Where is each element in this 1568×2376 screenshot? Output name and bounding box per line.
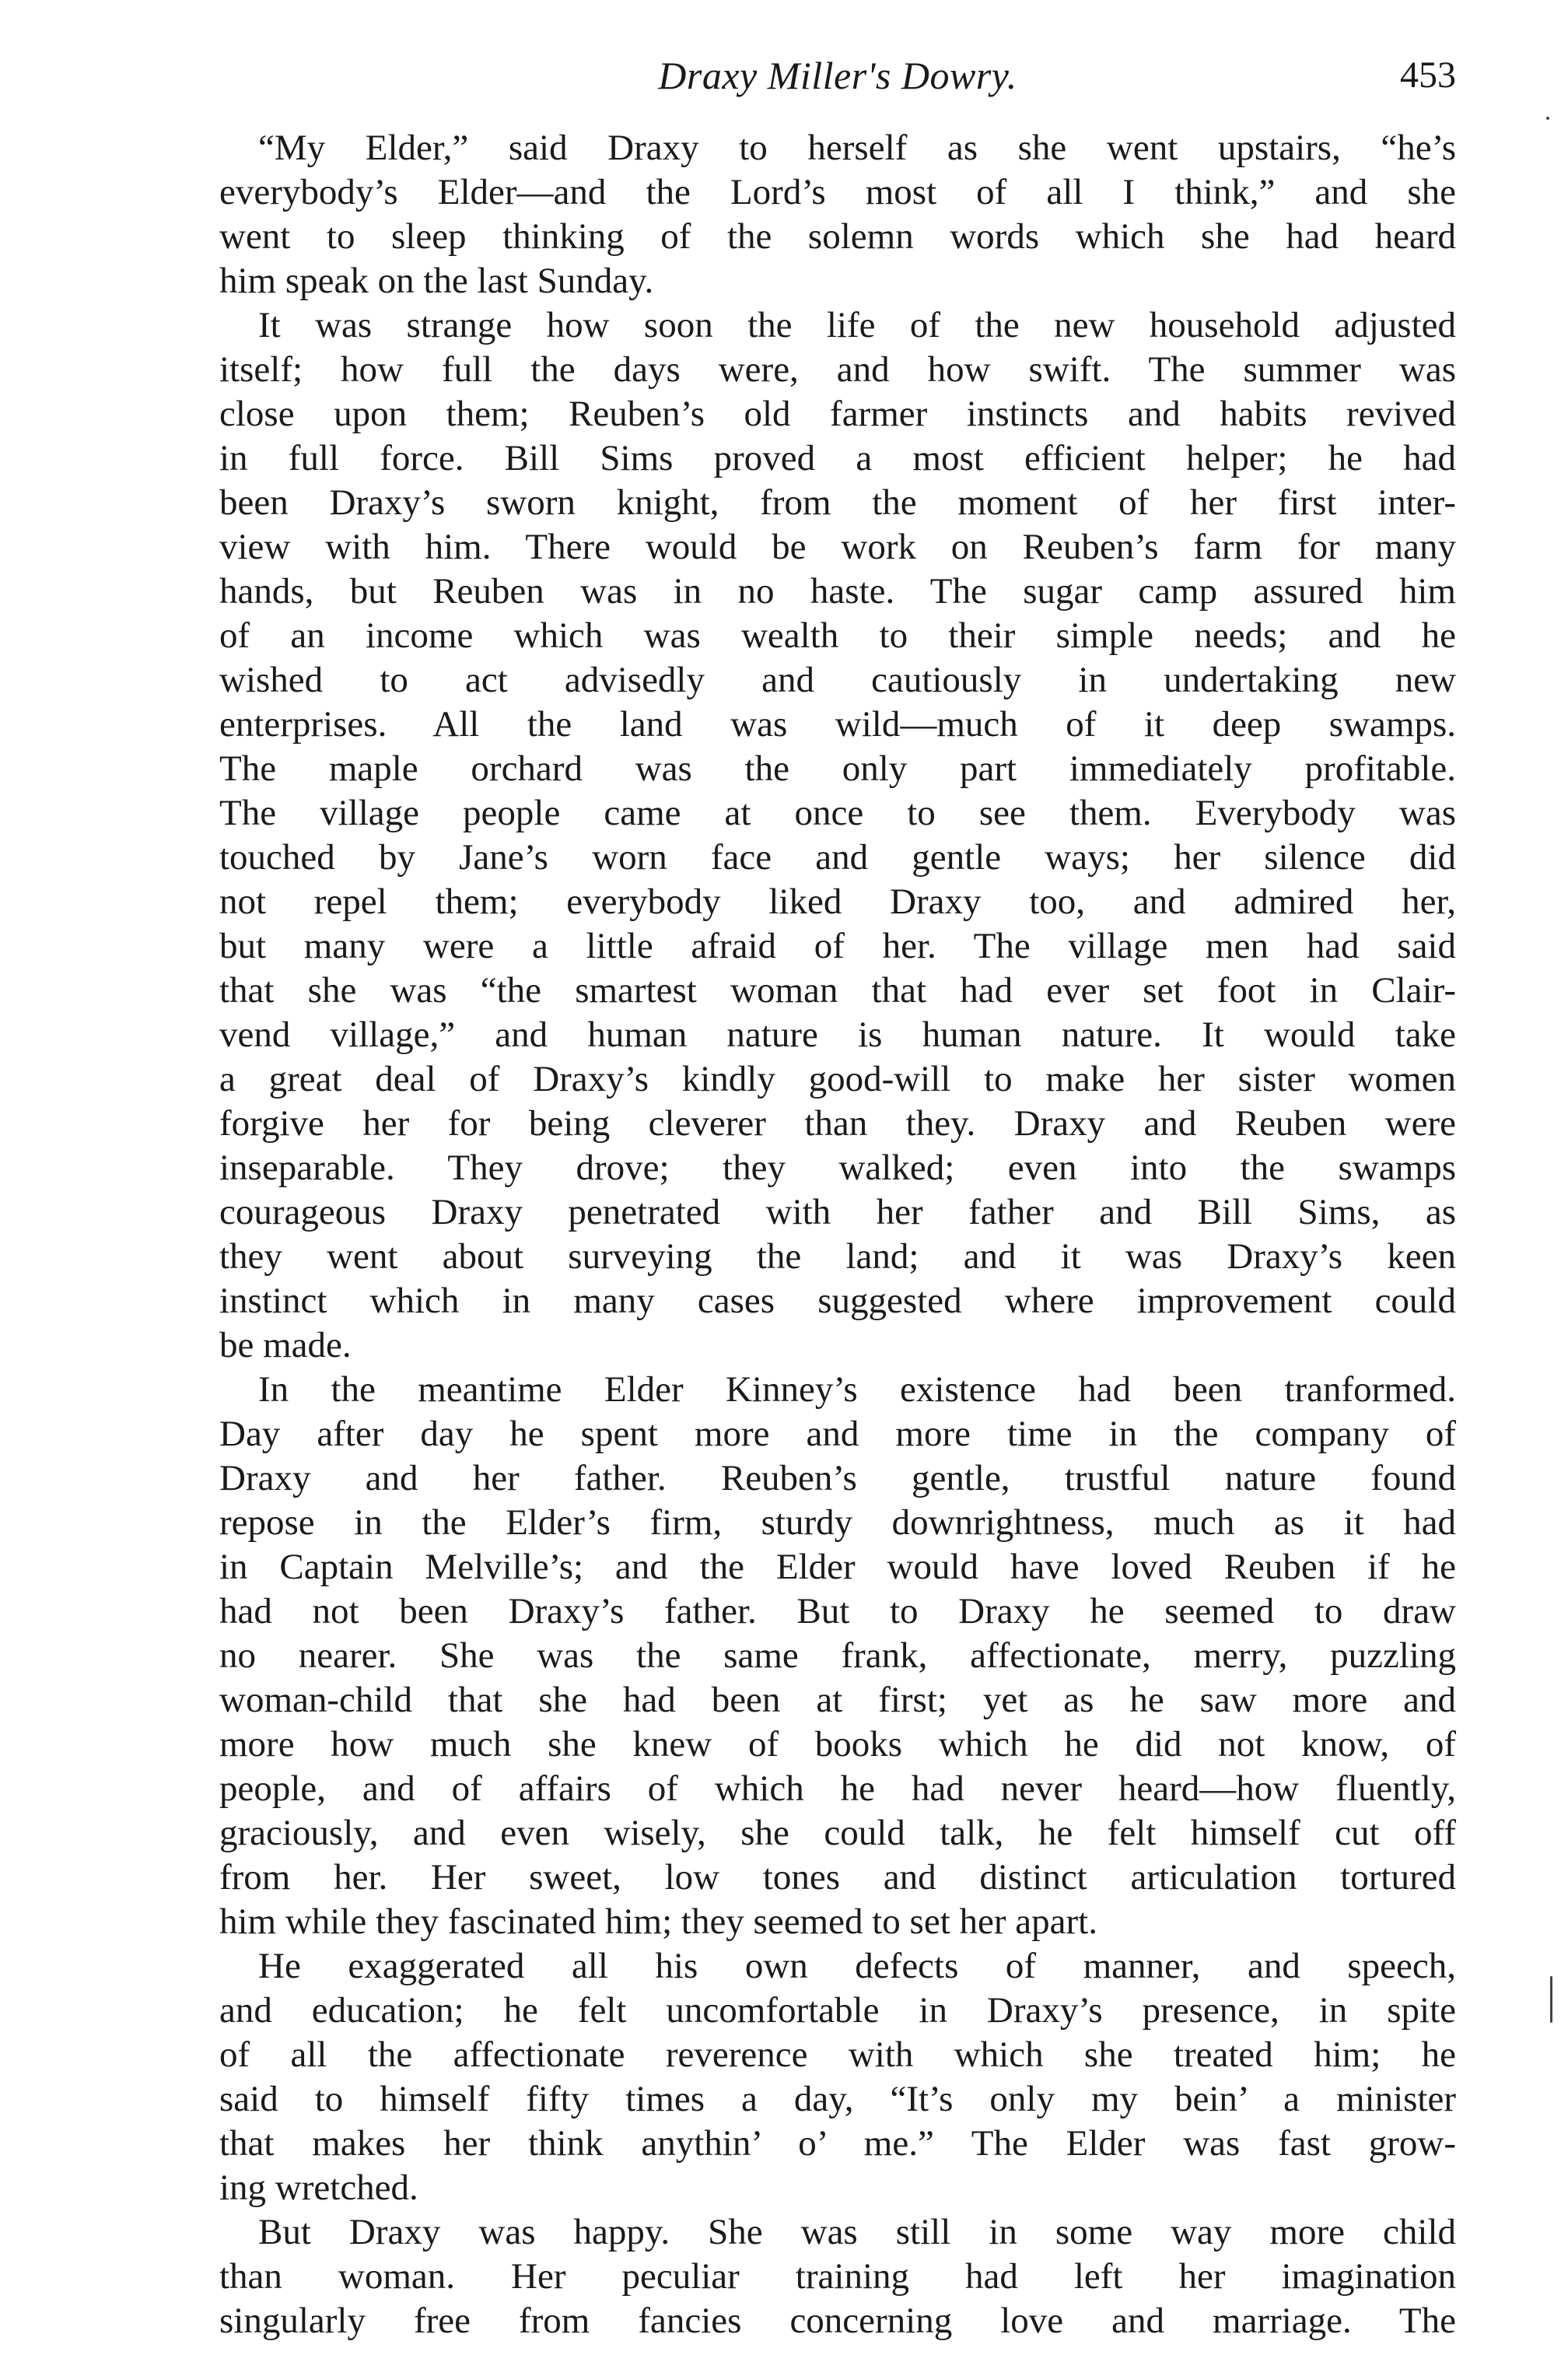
- text-line: been Draxy’s sworn knight, from the moment of her first inter-: [219, 482, 1456, 523]
- text-line: courageous Draxy penetrated with her father and Bill Sims, as: [219, 1192, 1456, 1232]
- text-line: The maple orchard was the only part immediately profitable.: [219, 748, 1456, 789]
- text-line: that makes her think anythin’ o’ me.” The Elder was fast grow-: [219, 2123, 1456, 2164]
- text-line: of an income which was wealth to their simple needs; and he: [219, 615, 1456, 656]
- text-line: hands, but Reuben was in no haste. The sugar camp assured him: [219, 571, 1456, 612]
- text-line: He exaggerated all his own defects of manner, and speech,: [258, 1946, 1456, 1986]
- text-line: him while they fascinated him; they seemed to set her apart.: [219, 1901, 1097, 1942]
- text-line: ing wretched.: [219, 2167, 418, 2208]
- text-line: they went about surveying the land; and it was Draxy’s keen: [219, 1236, 1456, 1277]
- text-line: vend village,” and human nature is human nature. It would take: [219, 1015, 1456, 1055]
- text-line: that she was “the smartest woman that had ever set foot in Clair-: [219, 970, 1456, 1011]
- paragraph: [219, 1944, 1456, 2210]
- text-line: said to himself fifty times a day, “It’s only my bein’ a minister: [219, 2079, 1456, 2119]
- text-line: and education; he felt uncomfortable in Draxy’s presence, in spite: [219, 1990, 1456, 2031]
- text-line: enterprises. All the land was wild—much of it deep swamps.: [219, 704, 1456, 745]
- text-line: no nearer. She was the same frank, affectionate, merry, puzzling: [219, 1635, 1456, 1676]
- text-line: view with him. There would be work on Reuben’s farm for many: [219, 527, 1456, 567]
- body-text: [219, 126, 1456, 2343]
- paragraph: [219, 1368, 1456, 1944]
- paragraph: [219, 303, 1456, 1368]
- text-line: from her. Her sweet, low tones and distinct articulation tortured: [219, 1857, 1456, 1898]
- text-line: “My Elder,” said Draxy to herself as she went upstairs, “he’s: [258, 128, 1456, 168]
- text-line: him speak on the last Sunday.: [219, 261, 654, 301]
- text-line: but many were a little afraid of her. The village men had said: [219, 926, 1456, 966]
- text-line: graciously, and even wisely, she could talk, he felt himself cut off: [219, 1813, 1456, 1853]
- text-line: in Captain Melville’s; and the Elder would have loved Reuben if he: [219, 1547, 1456, 1587]
- text-line: went to sleep thinking of the solemn words which she had heard: [219, 216, 1456, 257]
- paragraph: [219, 2210, 1456, 2343]
- text-line: inseparable. They drove; they walked; even into the swamps: [219, 1148, 1456, 1188]
- running-header: [219, 48, 1456, 103]
- text-line: in full force. Bill Sims proved a most efficient helper; he had: [219, 438, 1456, 478]
- text-line: close upon them; Reuben’s old farmer instincts and habits revived: [219, 394, 1456, 434]
- text-line: In the meantime Elder Kinney’s existence had been tranformed.: [258, 1369, 1456, 1410]
- text-line: not repel them; everybody liked Draxy too, and admired her,: [219, 881, 1456, 922]
- text-line: It was strange how soon the life of the new household adjusted: [258, 305, 1456, 345]
- text-line: wished to act advisedly and cautiously in undertaking new: [219, 660, 1456, 700]
- text-line: singularly free from fancies concerning love and marriage. The: [219, 2301, 1456, 2341]
- text-line: itself; how full the days were, and how swift. The summer was: [219, 349, 1456, 390]
- text-line: But Draxy was happy. She was still in some way more child: [258, 2212, 1456, 2252]
- text-line: touched by Jane’s worn face and gentle ways; her silence did: [219, 837, 1456, 878]
- text-line: a great deal of Draxy’s kindly good-will to make her sister women: [219, 1059, 1456, 1099]
- text-line: than woman. Her peculiar training had left her imagination: [219, 2256, 1456, 2297]
- print-mark: [1550, 1976, 1552, 2023]
- text-line: forgive her for being cleverer than they. Draxy and Reuben were: [219, 1103, 1456, 1144]
- text-line: more how much she knew of books which he did not know, of: [219, 1724, 1456, 1764]
- text-line: Day after day he spent more and more time in the company of: [219, 1414, 1456, 1454]
- text-line: people, and of affairs of which he had never heard—how fluently,: [219, 1768, 1456, 1809]
- page-number: 453: [1400, 54, 1456, 96]
- text-line: everybody’s Elder—and the Lord’s most of all I think,” and she: [219, 172, 1456, 212]
- running-title: Draxy Miller's Dowry.: [658, 54, 1017, 97]
- text-line: had not been Draxy’s father. But to Draxy he seemed to draw: [219, 1591, 1456, 1631]
- text-line: instinct which in many cases suggested where improvement could: [219, 1281, 1456, 1321]
- print-speck: [1546, 117, 1549, 120]
- text-line: The village people came at once to see them. Everybody was: [219, 793, 1456, 833]
- text-line: of all the affectionate reverence with which she treated him; he: [219, 2034, 1456, 2075]
- paragraph: [219, 126, 1456, 303]
- text-line: Draxy and her father. Reuben’s gentle, trustful nature found: [219, 1458, 1456, 1498]
- text-line: repose in the Elder’s firm, sturdy downrightness, much as it had: [219, 1502, 1456, 1543]
- text-line: woman-child that she had been at first; yet as he saw more and: [219, 1680, 1456, 1720]
- text-line: be made.: [219, 1325, 352, 1365]
